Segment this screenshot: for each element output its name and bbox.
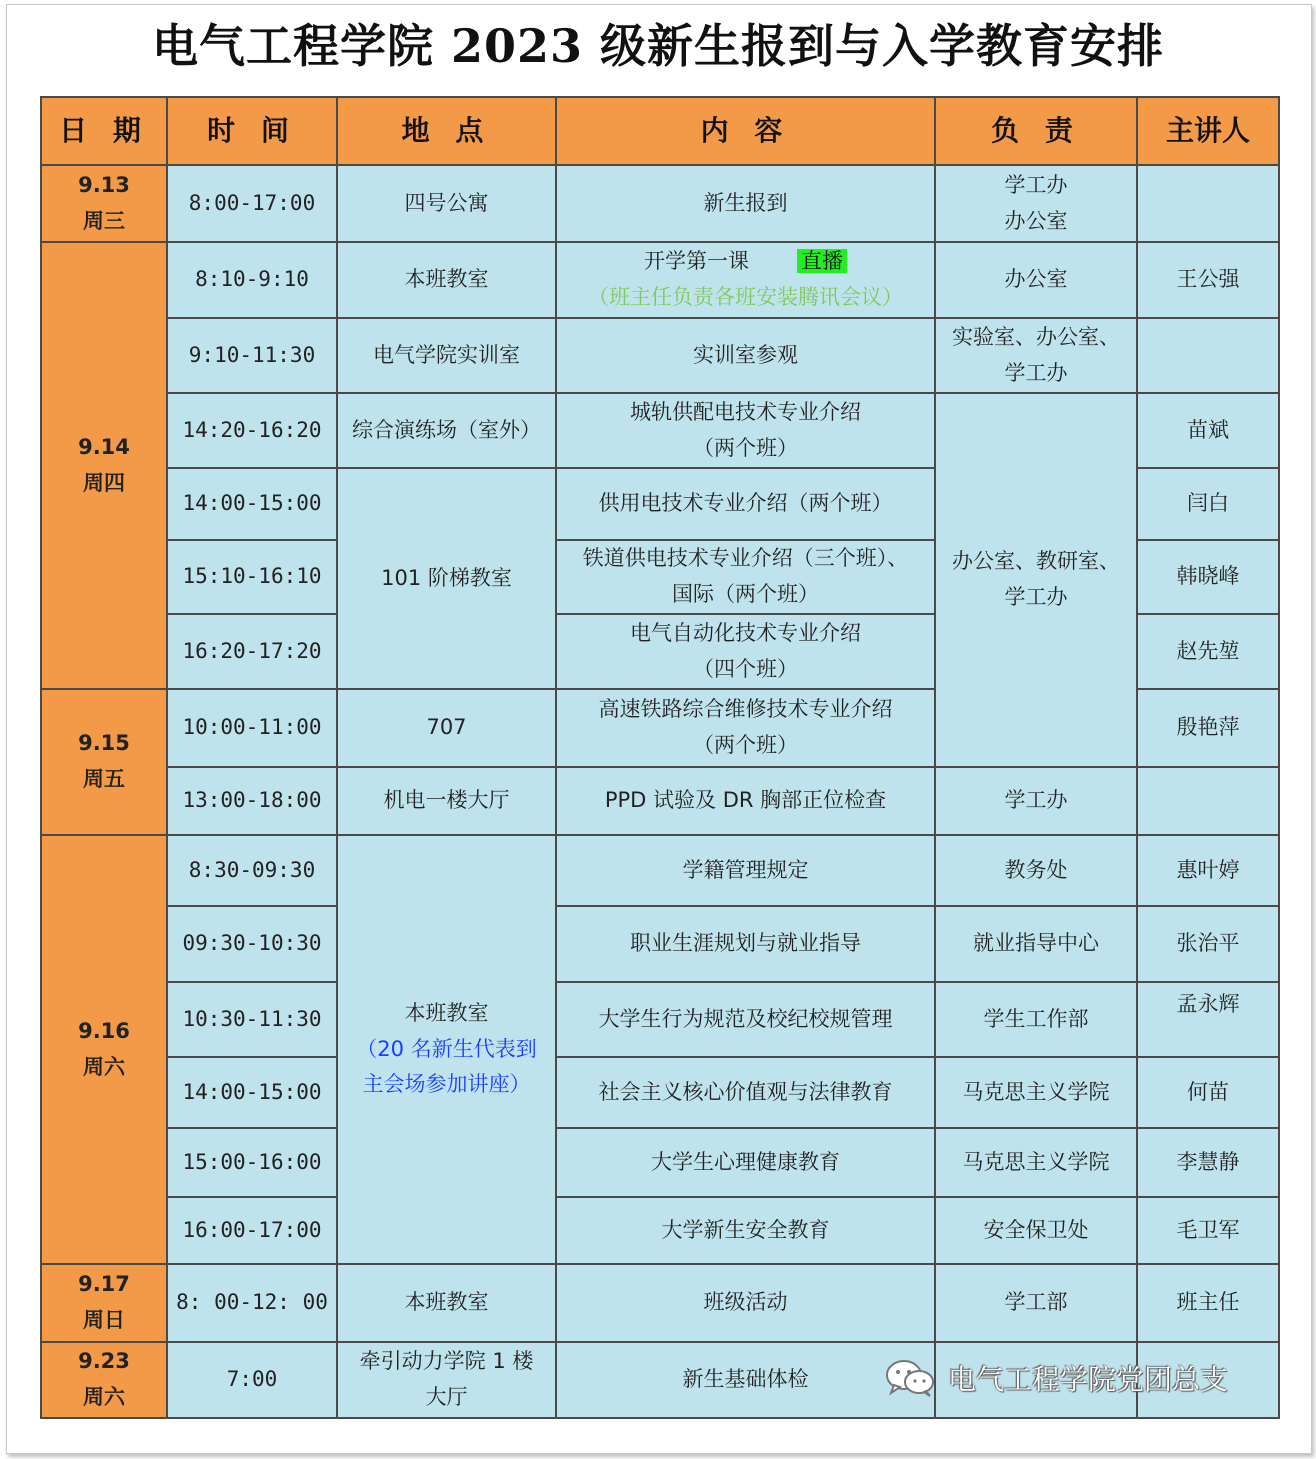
place-cell: 本班教室 （20 名新生代表到 主会场参加讲座）	[337, 835, 556, 1264]
speaker-cell: 闫白	[1137, 468, 1279, 540]
time-cell: 16:20-17:20	[167, 614, 337, 689]
owner-cell: 办公室、教研室、 学工办	[935, 393, 1137, 767]
speaker-cell: 班主任	[1137, 1264, 1279, 1342]
table-row	[41, 1128, 1279, 1197]
speaker-cell: 李慧静	[1137, 1128, 1279, 1197]
header-row	[41, 97, 1279, 165]
owner-cell: 教务处	[935, 835, 1137, 906]
content-cell: 大学生心理健康教育	[556, 1128, 935, 1197]
owner-cell: 学工办	[935, 767, 1137, 835]
time-cell: 8: 00-12: 00	[167, 1264, 337, 1342]
speaker-cell: 毛卫军	[1137, 1197, 1279, 1264]
time-cell: 10:00-11:00	[167, 689, 337, 767]
time-cell: 9:10-11:30	[167, 318, 337, 393]
time-cell: 13:00-18:00	[167, 767, 337, 835]
watermark	[884, 1353, 1228, 1403]
header-content: 内 容	[556, 97, 935, 165]
content-note: （班主任负责各班安装腾讯会议）	[588, 285, 903, 309]
time-cell: 8:30-09:30	[167, 835, 337, 906]
header-place: 地 点	[337, 97, 556, 165]
time-cell: 14:00-15:00	[167, 468, 337, 540]
time-cell: 8:00-17:00	[167, 165, 337, 242]
time-cell: 16:00-17:00	[167, 1197, 337, 1264]
owner-cell: 就业指导中心	[935, 906, 1137, 982]
speaker-cell: 殷艳萍	[1137, 689, 1279, 767]
content-cell: 供用电技术专业介绍（两个班）	[556, 468, 935, 540]
content-cell: 班级活动	[556, 1264, 935, 1342]
table-row	[41, 165, 1279, 242]
speaker-cell: 惠叶婷	[1137, 835, 1279, 906]
speaker-cell: 王公强	[1137, 242, 1279, 318]
content-cell: 高速铁路综合维修技术专业介绍 （两个班）	[556, 689, 935, 767]
speaker-cell: 韩晓峰	[1137, 540, 1279, 614]
date-cell: 9.14 周四	[41, 242, 167, 689]
table-row	[41, 1057, 1279, 1128]
time-cell: 09:30-10:30	[167, 906, 337, 982]
place-cell: 牵引动力学院 1 楼 大厅	[337, 1342, 556, 1418]
time-cell: 7:00	[167, 1342, 337, 1418]
table-row	[41, 767, 1279, 835]
place-cell: 机电一楼大厅	[337, 767, 556, 835]
owner-cell: 安全保卫处	[935, 1197, 1137, 1264]
content-cell: 铁道供电技术专业介绍（三个班）、 国际（两个班）	[556, 540, 935, 614]
header-date: 日 期	[41, 97, 167, 165]
live-badge: 直播	[797, 249, 847, 273]
speaker-cell: 孟永辉	[1137, 982, 1279, 1057]
table-row	[41, 835, 1279, 906]
speaker-cell: 张治平	[1137, 906, 1279, 982]
table-row	[41, 1197, 1279, 1264]
content-cell: 新生基础体检	[556, 1342, 935, 1418]
speaker-cell	[1137, 767, 1279, 835]
speaker-cell: 赵先堃	[1137, 614, 1279, 689]
header-speaker: 主讲人	[1137, 97, 1279, 165]
content-cell: 城轨供配电技术专业介绍 （两个班）	[556, 393, 935, 468]
owner-cell: 马克思主义学院	[935, 1057, 1137, 1128]
time-cell: 15:10-16:10	[167, 540, 337, 614]
wechat-icon	[884, 1358, 938, 1398]
content-cell: 开学第一课 直播 （班主任负责各班安装腾讯会议）	[556, 242, 935, 318]
table-row	[41, 393, 1279, 468]
content-cell: 大学新生安全教育	[556, 1197, 935, 1264]
page-title: 电气工程学院 2023 级新生报到与入学教育安排	[151, 19, 1165, 73]
owner-cell: 办公室	[935, 242, 1137, 318]
speaker-cell	[1137, 318, 1279, 393]
time-cell: 14:00-15:00	[167, 1057, 337, 1128]
place-cell: 707	[337, 689, 556, 767]
speaker-cell	[1137, 165, 1279, 242]
time-cell: 8:10-9:10	[167, 242, 337, 318]
content-cell: 大学生行为规范及校纪校规管理	[556, 982, 935, 1057]
table-row	[41, 906, 1279, 982]
date-cell: 9.16 周六	[41, 835, 167, 1264]
place-cell: 电气学院实训室	[337, 318, 556, 393]
content-cell: 社会主义核心价值观与法律教育	[556, 1057, 935, 1128]
owner-cell: 学工部	[935, 1264, 1137, 1342]
place-cell: 101 阶梯教室	[337, 468, 556, 689]
place-cell: 四号公寓	[337, 165, 556, 242]
speaker-cell: 何苗	[1137, 1057, 1279, 1128]
header-owner: 负 责	[935, 97, 1137, 165]
time-cell: 10:30-11:30	[167, 982, 337, 1057]
table-row	[41, 982, 1279, 1057]
table-row	[41, 1264, 1279, 1342]
owner-cell: 马克思主义学院	[935, 1128, 1137, 1197]
schedule-table	[40, 96, 1280, 1419]
content-cell: 学籍管理规定	[556, 835, 935, 906]
time-cell: 15:00-16:00	[167, 1128, 337, 1197]
owner-cell: 学工办 办公室	[935, 165, 1137, 242]
place-cell: 综合演练场（室外）	[337, 393, 556, 468]
place-cell: 本班教室	[337, 1264, 556, 1342]
content-cell: 职业生涯规划与就业指导	[556, 906, 935, 982]
date-cell: 9.23 周六	[41, 1342, 167, 1418]
owner-cell: 学生工作部	[935, 982, 1137, 1057]
time-cell: 14:20-16:20	[167, 393, 337, 468]
content-cell: PPD 试验及 DR 胸部正位检查	[556, 767, 935, 835]
owner-cell: 实验室、办公室、 学工办	[935, 318, 1137, 393]
place-cell: 本班教室	[337, 242, 556, 318]
content-cell: 实训室参观	[556, 318, 935, 393]
date-cell: 9.17 周日	[41, 1264, 167, 1342]
date-cell: 9.15 周五	[41, 689, 167, 835]
header-time: 时 间	[167, 97, 337, 165]
date-cell: 9.13 周三	[41, 165, 167, 242]
watermark-text: 电气工程学院党团总支	[948, 1363, 1229, 1396]
content-cell: 新生报到	[556, 165, 935, 242]
content-cell: 电气自动化技术专业介绍 （四个班）	[556, 614, 935, 689]
table-row	[41, 318, 1279, 393]
speaker-cell: 苗斌	[1137, 393, 1279, 468]
table-row	[41, 242, 1279, 318]
